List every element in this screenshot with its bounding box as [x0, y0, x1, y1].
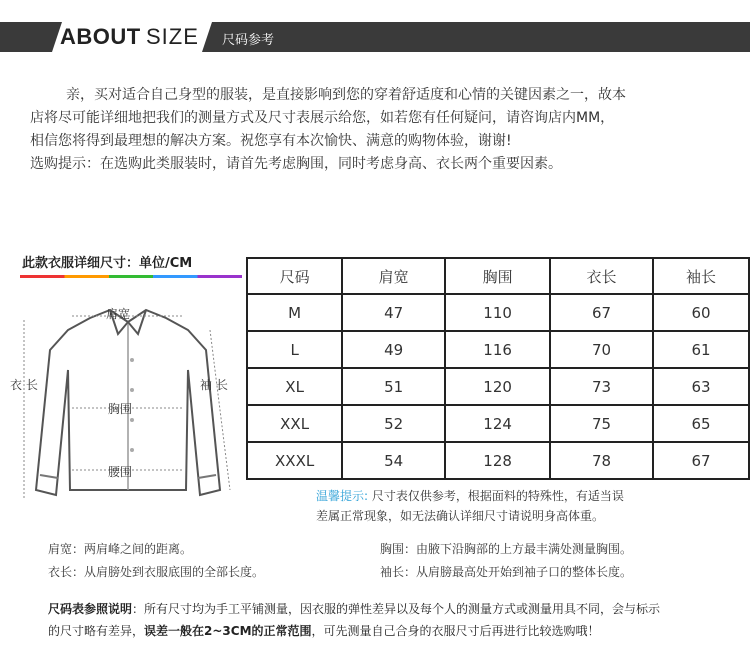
table-header-row: [247, 258, 749, 294]
table-cell: 54: [342, 442, 445, 479]
note-text-2: 的尺寸略有差异，: [48, 624, 145, 638]
table-cell: 61: [653, 331, 749, 368]
diagram-label-chest: 胸围: [108, 402, 133, 416]
table-cell: 60: [653, 294, 749, 331]
table-cell: 67: [653, 442, 749, 479]
table-cell: 52: [342, 405, 445, 442]
table-header-cell: 尺码: [247, 258, 342, 294]
table-cell: 51: [342, 368, 445, 405]
table-cell: 75: [550, 405, 653, 442]
intro-line-1: 亲，买对适合自己身型的服装，是直接影响到您的穿着舒适度和心情的关键因素之一，故本: [66, 87, 626, 103]
table-cell: 78: [550, 442, 653, 479]
table-cell: 49: [342, 331, 445, 368]
table-row: [247, 442, 749, 479]
size-note: [48, 598, 728, 642]
table-cell: XXL: [247, 405, 342, 442]
intro-text: [30, 84, 720, 176]
note-text-1: ：所有尺寸均为手工平铺测量，因衣服的弹性差异以及每个人的测量方式或测量用具不同，会与标示: [132, 602, 661, 616]
size-table: [246, 257, 750, 480]
size-header: [0, 22, 750, 52]
table-header-cell: 胸围: [445, 258, 550, 294]
diagram-label-sleeve: 袖 长: [200, 378, 228, 392]
table-cell: 67: [550, 294, 653, 331]
header-subtitle: 尺码参考: [222, 33, 275, 48]
table-row: [247, 294, 749, 331]
header-title-size: SIZE: [146, 24, 199, 49]
table-cell: 47: [342, 294, 445, 331]
intro-line-2: 店将尽可能详细地把我们的测量方式及尺寸表展示给您，如若您有任何疑问，请咨询店内MM，: [30, 110, 615, 126]
note-text-3: ，可先测量自己合身的衣服尺寸后再进行比较选购哦！: [311, 624, 600, 638]
header-title-about: ABOUT: [60, 24, 141, 49]
table-cell: 110: [445, 294, 550, 331]
table-cell: XXXL: [247, 442, 342, 479]
table-header-cell: 衣长: [550, 258, 653, 294]
table-header-cell: 袖长: [653, 258, 749, 294]
table-cell: 120: [445, 368, 550, 405]
table-cell: 63: [653, 368, 749, 405]
table-cell: 128: [445, 442, 550, 479]
tip-label: 温馨提示:: [316, 489, 369, 503]
definition-shoulder: 肩宽：两肩峰之间的距离。: [48, 542, 193, 556]
intro-line-4: 选购提示：在选购此类服装时，请首先考虑胸围，同时考虑身高、衣长两个重要因素。: [30, 156, 562, 172]
diagram-label-waist: 腰围: [108, 465, 133, 479]
table-row: [247, 331, 749, 368]
diagram-label-length: 衣 长: [10, 378, 38, 392]
table-cell: 116: [445, 331, 550, 368]
table-cell: 65: [653, 405, 749, 442]
table-header-cell: 肩宽: [342, 258, 445, 294]
definition-chest: 胸围：由腋下沿胸部的上方最丰满处测量胸围。: [380, 542, 633, 556]
table-cell: M: [247, 294, 342, 331]
color-rule: [20, 275, 242, 278]
definition-sleeve: 袖长：从肩膀最高处开始到袖子口的整体长度。: [380, 565, 633, 579]
intro-line-3: 相信您将得到最理想的解决方案。祝您享有本次愉快、满意的购物体验，谢谢!: [30, 133, 512, 149]
definition-length: 衣长：从肩膀处到衣服底围的全部长度。: [48, 565, 265, 579]
diagram-title: 此款衣服详细尺寸：单位/CM: [22, 256, 193, 271]
tip-line-1: 尺寸表仅供参考，根据面料的特殊性，有适当误: [368, 489, 624, 503]
table-cell: XL: [247, 368, 342, 405]
note-label: 尺码表参照说明: [48, 602, 133, 616]
tip-line-2: 差属正常现象，如无法确认详细尺寸请说明身高体重。: [316, 509, 605, 523]
table-cell: 73: [550, 368, 653, 405]
table-row: [247, 405, 749, 442]
warm-tip: [316, 486, 736, 526]
table-row: [247, 368, 749, 405]
note-bold-range: 误差一般在2~3CM的正常范围: [144, 624, 312, 638]
table-cell: 124: [445, 405, 550, 442]
table-cell: 70: [550, 331, 653, 368]
table-cell: L: [247, 331, 342, 368]
diagram-label-shoulder: 肩宽: [106, 307, 131, 321]
